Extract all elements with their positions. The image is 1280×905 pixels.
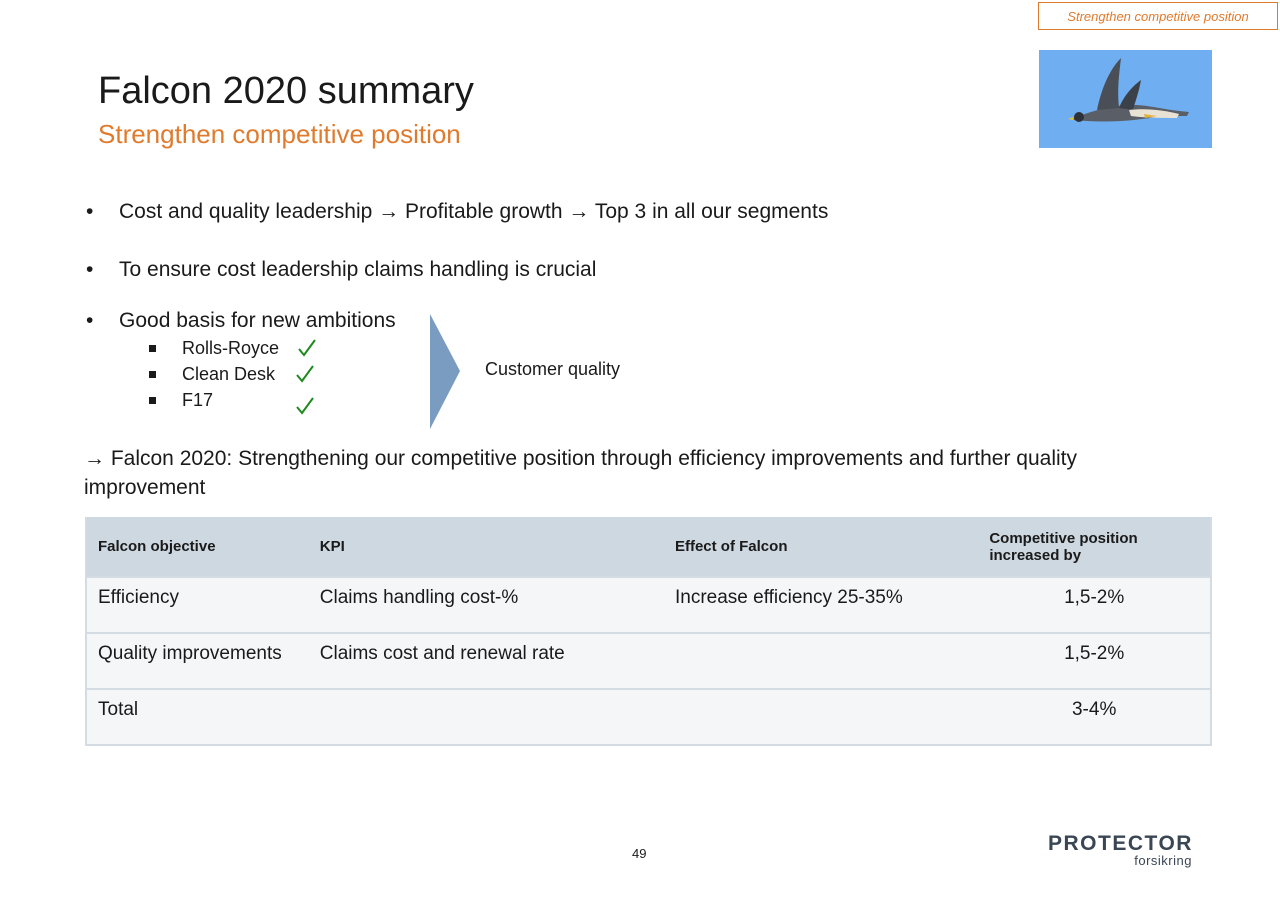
bullet-text: Cost and quality leadership → Profitable growth → Top 3 in all our segments	[119, 200, 829, 223]
check-icon	[294, 363, 316, 385]
falcon-photo	[1039, 50, 1212, 148]
column-header-competitive-position: Competitive position increased by	[978, 517, 1211, 577]
table-cell: Claims handling cost-%	[309, 577, 664, 633]
table-cell: Quality improvements	[86, 633, 309, 689]
bullet-good-basis	[86, 309, 396, 333]
page-title: Falcon 2020 summary	[98, 70, 474, 112]
conclusion-text: → Falcon 2020: Strengthening our competitive position through efficiency improvements and further quality improvement	[84, 447, 1077, 499]
sub-item-clean-desk	[182, 364, 275, 385]
sub-item-label: Clean Desk	[182, 364, 276, 384]
column-header-kpi: KPI	[309, 517, 664, 577]
chevron-right-icon	[430, 314, 460, 429]
square-bullet-icon	[149, 371, 156, 378]
falcon-objectives-table	[85, 517, 1212, 746]
bullet-dot: •	[86, 309, 94, 332]
customer-quality-label: Customer quality	[485, 359, 621, 379]
column-header-objective: Falcon objective	[86, 517, 309, 577]
protector-logo	[1048, 832, 1198, 868]
check-icon	[294, 395, 316, 417]
logo-tagline: forsikring	[1134, 853, 1192, 868]
table-cell: Increase efficiency 25-35%	[664, 577, 978, 633]
page-subtitle: Strengthen competitive position	[98, 119, 461, 149]
bullet-cost-quality	[86, 200, 829, 224]
table-row	[86, 689, 1211, 745]
table-cell: Efficiency	[86, 577, 309, 633]
table-row	[86, 577, 1211, 633]
table-cell	[309, 689, 664, 745]
logo-name: PROTECTOR	[1048, 832, 1193, 855]
table-row	[86, 633, 1211, 689]
table-cell: Claims cost and renewal rate	[309, 633, 664, 689]
sub-item-label: Rolls-Royce	[182, 338, 280, 358]
square-bullet-icon	[149, 397, 156, 404]
table-header-row	[86, 517, 1211, 577]
page-number: 49	[632, 846, 647, 861]
table-cell: 1,5-2%	[978, 633, 1211, 689]
table-cell: Total	[86, 689, 309, 745]
sub-item-f17	[182, 390, 213, 411]
bullet-dot: •	[86, 258, 94, 281]
table-cell: 1,5-2%	[978, 577, 1211, 633]
table-cell	[664, 689, 978, 745]
sub-item-rolls-royce	[182, 338, 279, 359]
check-icon	[296, 337, 318, 359]
column-header-effect: Effect of Falcon	[664, 517, 978, 577]
bullet-text: Good basis for new ambitions	[119, 309, 396, 332]
bullet-cost-leadership	[86, 258, 597, 282]
table-cell: 3-4%	[978, 689, 1211, 745]
table-cell	[664, 633, 978, 689]
falcon-image	[1039, 50, 1212, 148]
bullet-text: To ensure cost leadership claims handling is crucial	[119, 258, 597, 281]
section-tag: Strengthen competitive position	[1038, 2, 1278, 30]
bullet-dot: •	[86, 200, 94, 223]
square-bullet-icon	[149, 345, 156, 352]
sub-item-label: F17	[182, 390, 214, 410]
